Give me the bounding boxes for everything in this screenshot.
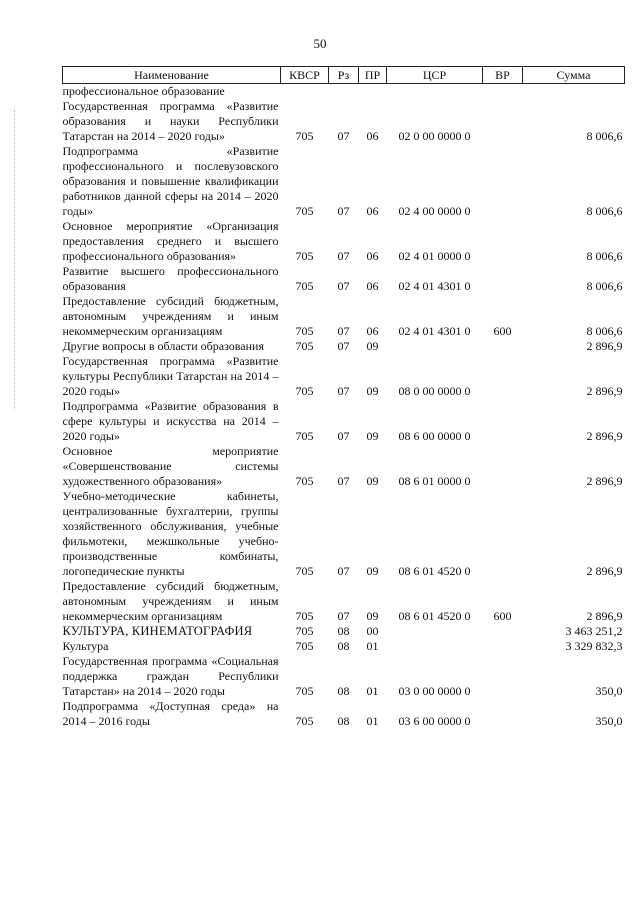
- table-row: [63, 639, 625, 654]
- cell-sum: 2 896,9: [586, 609, 623, 623]
- cell-kvsr: 705: [295, 564, 314, 578]
- table-row: [63, 444, 625, 489]
- table-row: [63, 399, 625, 444]
- cell-name: Государственная программа «Социальная поддержка граждан Республики Татарстан» на 2014 – 2020 годы: [62, 654, 279, 698]
- table-row: [63, 84, 625, 100]
- cell-rz: 07: [337, 339, 350, 353]
- cell-vr: [483, 699, 523, 729]
- cell-name: Подпрограмма «Доступная среда» на 2014 – 2016 годы: [62, 699, 279, 728]
- cell-vr: 600: [493, 324, 512, 338]
- cell-pr: 00: [366, 624, 379, 638]
- cell-kvsr: 705: [295, 714, 314, 728]
- table-row: [63, 339, 625, 354]
- cell-name: Государственная программа «Развитие образования и науки Республики Татарстан на 2014 – 2020 годы»: [62, 99, 279, 143]
- cell-rz: 07: [337, 324, 350, 338]
- table-row: [63, 699, 625, 729]
- cell-name: Развитие высшего профессионального образования: [62, 264, 279, 293]
- cell-rz: 07: [337, 429, 350, 443]
- cell-sum: 2 896,9: [586, 429, 623, 443]
- cell-kvsr: [281, 84, 329, 100]
- cell-kvsr: 705: [295, 129, 314, 143]
- cell-vr: [483, 444, 523, 489]
- cell-pr: 06: [366, 129, 379, 143]
- cell-pr: 09: [366, 339, 379, 353]
- cell-csr: 08 0 00 0000 0: [398, 384, 471, 398]
- cell-csr: 02 0 00 0000 0: [398, 129, 471, 143]
- cell-kvsr: 705: [295, 429, 314, 443]
- table-row: [63, 144, 625, 219]
- cell-vr: [483, 84, 523, 100]
- cell-kvsr: 705: [295, 639, 314, 653]
- header-rz: Рз: [329, 67, 359, 84]
- cell-kvsr: 705: [295, 279, 314, 293]
- cell-name: профессиональное образование: [62, 84, 225, 98]
- cell-sum: 3 463 251,2: [565, 624, 623, 638]
- cell-csr: 02 4 00 0000 0: [398, 204, 471, 218]
- table-row: [63, 219, 625, 264]
- cell-kvsr: 705: [295, 324, 314, 338]
- cell-sum: 8 006,6: [586, 279, 623, 293]
- cell-rz: [329, 84, 359, 100]
- table-body: [63, 84, 625, 730]
- header-sum: Сумма: [523, 67, 625, 84]
- header-vr: ВР: [483, 67, 523, 84]
- cell-csr: [387, 624, 483, 639]
- cell-vr: [483, 354, 523, 399]
- header-name: Наименование: [63, 67, 281, 84]
- cell-name: Другие вопросы в области образования: [62, 339, 264, 353]
- cell-rz: 08: [337, 714, 350, 728]
- cell-csr: [387, 84, 483, 100]
- cell-pr: 06: [366, 249, 379, 263]
- cell-pr: 09: [366, 609, 379, 623]
- header-pr: ПР: [359, 67, 387, 84]
- cell-kvsr: 705: [295, 384, 314, 398]
- table-row: [63, 579, 625, 624]
- cell-name: Подпрограмма «Развитие профессионального и послевузовского образования и повышение квалификации работников данной сферы на 2014 – 2020 годы»: [62, 144, 279, 218]
- cell-csr: 02 4 01 4301 0: [398, 279, 471, 293]
- cell-csr: 02 4 01 0000 0: [398, 249, 471, 263]
- cell-csr: 08 6 00 0000 0: [398, 429, 471, 443]
- cell-name: Предоставление субсидий бюджетным, автономным учреждениям и иным некоммерческим организациям: [62, 579, 279, 623]
- cell-vr: [483, 489, 523, 579]
- cell-sum: 8 006,6: [586, 324, 623, 338]
- cell-vr: [483, 654, 523, 699]
- cell-vr: [483, 219, 523, 264]
- table-row: [63, 264, 625, 294]
- cell-pr: 01: [366, 639, 379, 653]
- cell-pr: 09: [366, 474, 379, 488]
- cell-rz: 07: [337, 384, 350, 398]
- cell-sum: [523, 84, 625, 100]
- cell-name: Культура: [62, 639, 109, 653]
- cell-rz: 07: [337, 474, 350, 488]
- cell-vr: 600: [493, 609, 512, 623]
- table-row: [63, 99, 625, 144]
- cell-rz: 07: [337, 204, 350, 218]
- cell-csr: [387, 339, 483, 354]
- cell-rz: 08: [337, 624, 350, 638]
- cell-pr: 09: [366, 384, 379, 398]
- cell-name: Учебно-методические кабинеты, централизованные бухгалтерии, группы хозяйственного обслуживания, учебные фильмотеки, межшкольные учебно-производственные комбинаты, логопедические пункты: [62, 489, 279, 578]
- header-csr: ЦСР: [387, 67, 483, 84]
- cell-rz: 08: [337, 639, 350, 653]
- cell-kvsr: 705: [295, 624, 314, 638]
- cell-vr: [483, 144, 523, 219]
- cell-rz: 07: [337, 279, 350, 293]
- cell-kvsr: 705: [295, 609, 314, 623]
- cell-name: Подпрограмма «Развитие образования в сфере культуры и искусства на 2014 – 2020 годы»: [62, 399, 279, 443]
- cell-vr: [483, 264, 523, 294]
- cell-rz: 07: [337, 249, 350, 263]
- cell-rz: 08: [337, 684, 350, 698]
- cell-name: Основное мероприятие «Организация предоставления среднего и высшего профессионального образования»: [62, 219, 279, 263]
- cell-kvsr: 705: [295, 474, 314, 488]
- cell-rz: 07: [337, 129, 350, 143]
- cell-vr: [483, 99, 523, 144]
- cell-pr: 09: [366, 429, 379, 443]
- cell-pr: 06: [366, 324, 379, 338]
- cell-rz: 07: [337, 609, 350, 623]
- cell-vr: [483, 339, 523, 354]
- cell-csr: 08 6 01 4520 0: [398, 564, 471, 578]
- table-row: [63, 294, 625, 339]
- cell-pr: 06: [366, 279, 379, 293]
- cell-name: Предоставление субсидий бюджетным, автономным учреждениям и иным некоммерческим организациям: [62, 294, 279, 338]
- table-row: [63, 489, 625, 579]
- cell-kvsr: 705: [295, 249, 314, 263]
- cell-pr: 01: [366, 684, 379, 698]
- cell-sum: 8 006,6: [586, 129, 623, 143]
- table-row: [63, 624, 625, 639]
- margin-divider: [14, 110, 16, 410]
- cell-sum: 2 896,9: [586, 384, 623, 398]
- cell-csr: 08 6 01 4520 0: [398, 609, 471, 623]
- cell-sum: 2 896,9: [586, 564, 623, 578]
- cell-name: Основное мероприятие «Совершенствование системы художественного образования»: [62, 444, 279, 488]
- cell-pr: 06: [366, 204, 379, 218]
- cell-sum: 8 006,6: [586, 204, 623, 218]
- cell-kvsr: 705: [295, 684, 314, 698]
- cell-sum: 2 896,9: [586, 474, 623, 488]
- cell-vr: [483, 639, 523, 654]
- cell-pr: 01: [366, 714, 379, 728]
- cell-sum: 8 006,6: [586, 249, 623, 263]
- cell-csr: 08 6 01 0000 0: [398, 474, 471, 488]
- cell-sum: 2 896,9: [586, 339, 623, 353]
- cell-csr: 03 6 00 0000 0: [398, 714, 471, 728]
- table-header: [63, 67, 625, 84]
- cell-pr: [359, 84, 387, 100]
- table-row: [63, 354, 625, 399]
- cell-vr: [483, 624, 523, 639]
- cell-csr: 02 4 01 4301 0: [398, 324, 471, 338]
- cell-csr: 03 0 00 0000 0: [398, 684, 471, 698]
- budget-table: [62, 66, 625, 729]
- cell-kvsr: 705: [295, 339, 314, 353]
- cell-csr: [387, 639, 483, 654]
- cell-name: КУЛЬТУРА, КИНЕМАТОГРАФИЯ: [62, 624, 253, 638]
- cell-name: Государственная программа «Развитие культуры Республики Татарстан на 2014 – 2020 годы»: [62, 354, 279, 398]
- cell-vr: [483, 399, 523, 444]
- cell-sum: 3 329 832,3: [565, 639, 623, 653]
- page-number: 50: [313, 36, 327, 51]
- cell-kvsr: 705: [295, 204, 314, 218]
- cell-sum: 350,0: [595, 684, 623, 698]
- cell-sum: 350,0: [595, 714, 623, 728]
- cell-pr: 09: [366, 564, 379, 578]
- cell-rz: 07: [337, 564, 350, 578]
- table-row: [63, 654, 625, 699]
- header-kvsr: КВСР: [281, 67, 329, 84]
